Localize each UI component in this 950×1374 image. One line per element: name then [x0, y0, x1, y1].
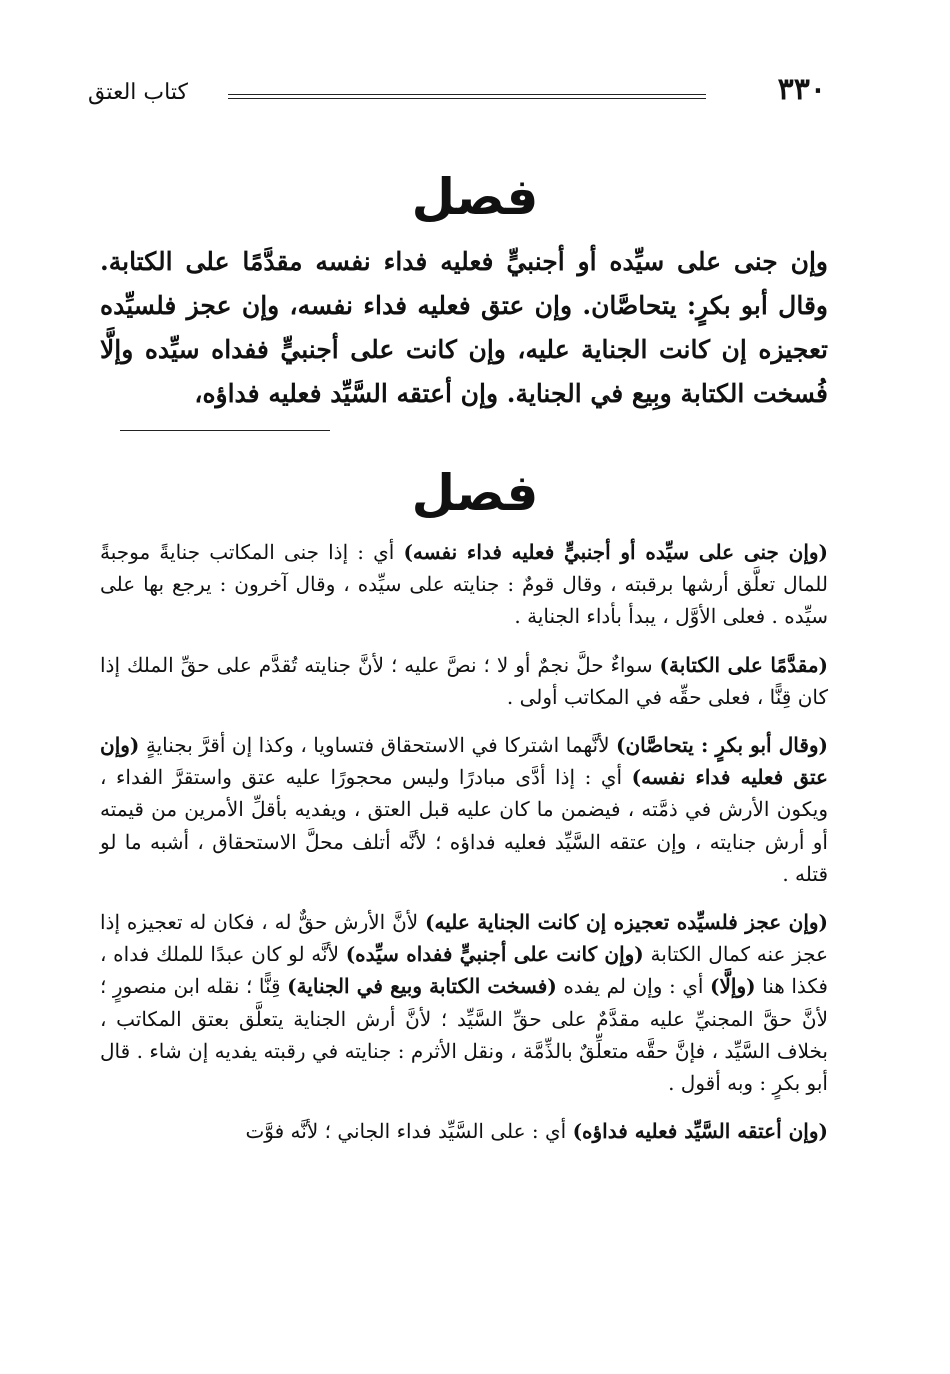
section-divider	[120, 430, 330, 431]
commentary-paragraph	[100, 1115, 828, 1147]
commentary-text: أي : إذا جنى المكاتب جنايةً موجبةً للمال تعلَّق أرشها برقبته ، وقال قومٌ : جنايته على سيِّده ، وقال آخرون : يرجع بها على سيِّده . فعلى الأوَّل ، يبدأ بأداء الجناية .	[100, 540, 828, 629]
commentary-text: أي : إذا أدَّى مبادرًا وليس محجورًا عليه عتق واستقرَّ الفداء ، ويكون الأرش في ذمَّته ، فيضمن ما كان عليه قبل العتق ، ويفديه بأقلِّ الأمرين من قيمته أو أرش جنايته ، وإن عتقه السَّيِّد فعليه فداؤه ؛ لأنَّه أتلف محلَّ الاستحقاق ، أشبه ما لو قتله .	[100, 765, 828, 886]
commentary-text: لأنَّهما اشتركا في الاستحقاق فتساويا ، وكذا إن أقرَّ بجنايةٍ	[139, 733, 617, 758]
header-rule	[228, 94, 706, 99]
quoted-matn: (وإن عجز فلسيِّده تعجيزه إن كانت الجناية عليه)	[425, 910, 828, 935]
quoted-matn: (وإلَّا)	[710, 974, 756, 999]
commentary-text: لأنَّ الأرش حقٌّ له ، فكان له تعجيزه إذا عجز عنه كمال الكتابة	[100, 910, 828, 967]
running-title: كتاب العتق	[88, 80, 188, 105]
commentary-paragraph	[100, 729, 828, 890]
commentary-text: لأنَّه لو كان عبدًا للملك فداه ، فكذا هنا	[100, 942, 828, 999]
quoted-matn: (فسخت الكتابة وبيع في الجناية)	[287, 974, 557, 999]
page-header	[88, 72, 826, 116]
commentary-text: أي : وإن لم يفده	[556, 974, 711, 999]
commentary-body	[100, 536, 828, 1163]
section-title: فصل	[411, 168, 539, 226]
commentary-text: قِنًّا ؛ نقله ابن منصورٍ ؛ لأنَّ حقَّ المجنيِّ عليه مقدَّمٌ على حقِّ السَّيِّد ؛ لأنَّ أرش الجناية يتعلَّق بعتق المكاتب ، بخلاف السَّيِّد ، فإنَّ حقَّه متعلِّقٌ بالذِّمَّة ، ونقل الأثرم : جنايته في رقبته يفديه إن شاء . قال أبو بكرٍ : وبه أقول .	[100, 974, 829, 1096]
quoted-matn: (وإن جنى على سيِّده أو أجنبيٍّ فعليه فداء نفسه)	[403, 540, 828, 564]
quoted-matn: (وقال أبو بكرٍ : يتحاصَّان)	[616, 733, 828, 758]
quoted-matn: (وإن أعتقه السَّيِّد فعليه فداؤه)	[572, 1119, 828, 1144]
commentary-paragraph	[100, 536, 828, 633]
page-number: ٣٣٠	[777, 72, 826, 107]
commentary-text: سواءٌ حلَّ نجمٌ أو لا ؛ نصَّ عليه ؛ لأنَّ جنايته تُقدَّم على حقِّ الملك إذا كان قِنًّا ، فعلى حقِّه في المكاتب أولى .	[100, 652, 828, 709]
commentary-paragraph	[100, 906, 828, 1099]
commentary-paragraph	[100, 649, 828, 713]
commentary-title: فصل	[411, 464, 539, 522]
matn-text: وإن جنى على سيِّده أو أجنبيٍّ فعليه فداء نفسه مقدَّمًا على الكتابة. وقال أبو بكرٍ: يتحاصَّان. وإن عتق فعليه فداء نفسه، وإن عجز فلسيِّده تعجيزه إن كانت الجناية عليه، وإن كانت على أجنبيٍّ ففداه سيِّده وإلَّا فُسخت الكتابة وبِيع في الجناية. وإن أعتقه السَّيِّد فعليه فداؤه،	[100, 247, 828, 408]
quoted-matn: (وإن كانت على أجنبيٍّ ففداه سيِّده)	[345, 942, 644, 967]
quoted-matn: (مقدَّمًا على الكتابة)	[659, 652, 828, 677]
quoted-matn: (وإن عتق فعليه فداء نفسه)	[100, 733, 828, 790]
commentary-text: أي : على السَّيِّد فداء الجاني ؛ لأنَّه فوَّت	[245, 1119, 573, 1144]
